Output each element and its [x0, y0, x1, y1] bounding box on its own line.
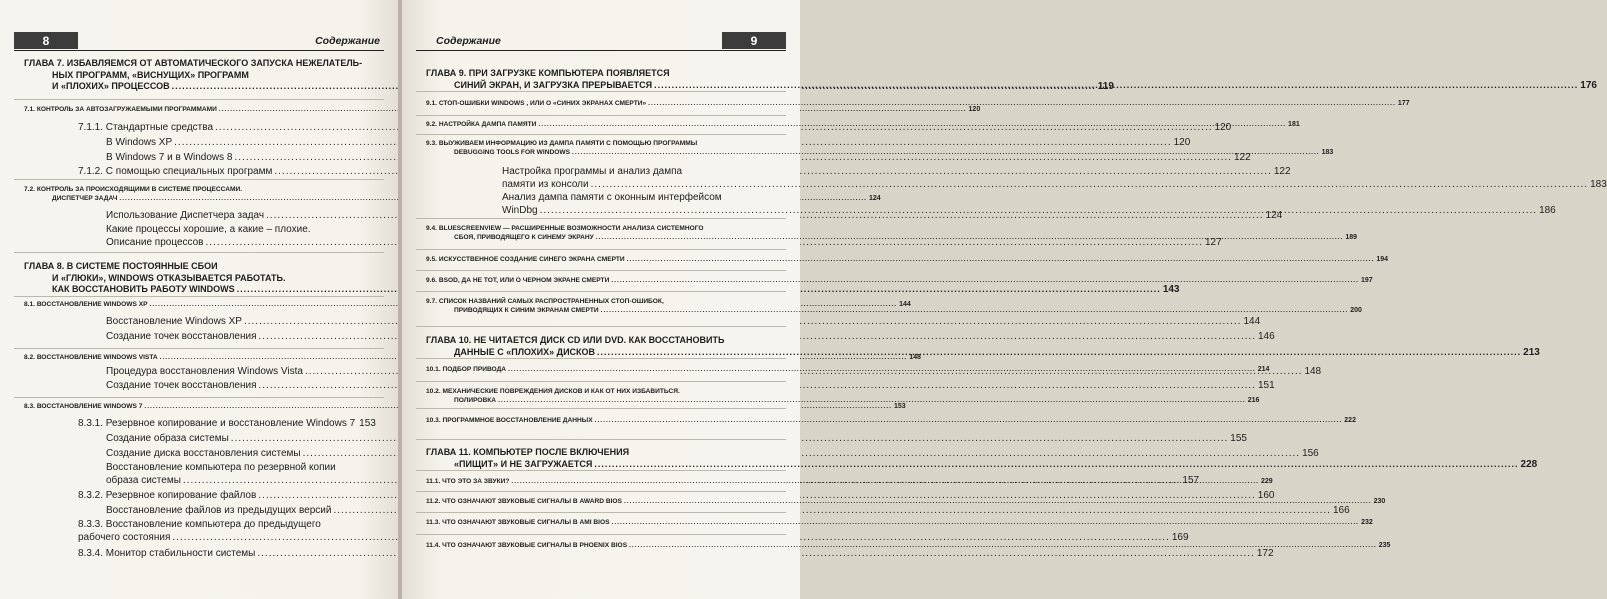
toc-entry[interactable] — [426, 542, 1391, 551]
toc-entry-title: Настройка программы и анализ дампа — [502, 166, 683, 177]
toc-page-number: 222 — [1344, 417, 1356, 424]
toc-page-number: 194 — [1376, 256, 1388, 263]
toc-entry[interactable] — [24, 354, 921, 363]
toc-entry-title: И «ГЛЮКИ», WINDOWS ОТКАЗЫВАЕТСЯ РАБОТАТЬ. — [52, 272, 286, 283]
toc-entry-title: И «ПЛОХИХ» ПРОЦЕССОВ — [52, 81, 170, 91]
toc-entry-title: 9.3. ВЫУЖИВАЕМ ИНФОРМАЦИЮ ИЗ ДАМПА ПАМЯТИ С ПОМОЩЬЮ ПРОГРАММЫ — [426, 140, 698, 147]
toc-page-number: 235 — [1378, 542, 1391, 549]
header-title: Содержание — [315, 35, 380, 47]
toc-entry-title: Восстановление Windows XP — [106, 316, 242, 327]
toc-page-number: 169 — [1171, 531, 1189, 543]
toc-entry-title: 7.1.1. Стандартные средства — [78, 122, 214, 133]
toc-entry-title: 9.5. ИСКУССТВЕННОЕ СОЗДАНИЕ СИНЕГО ЭКРАНА СМЕРТИ — [426, 256, 625, 263]
toc-entry-title: 7.1. КОНТРОЛЬ ЗА АВТОЗАГРУЖАЕМЫМИ ПРОГРАММАМИ — [24, 106, 217, 113]
toc-entry-title: DEBUGGING TOOLS FOR WINDOWS — [454, 148, 570, 156]
toc-page-number: 153 — [894, 403, 906, 410]
dot-leader — [597, 347, 1521, 359]
dot-leader — [595, 417, 1343, 426]
toc-page-number: 157 — [1182, 474, 1200, 486]
toc-page-number: 153 — [359, 418, 376, 429]
toc-page-number: 148 — [1304, 366, 1322, 377]
toc-entry-title: 10.2. МЕХАНИЧЕСКИЕ ПОВРЕЖДЕНИЯ ДИСКОВ И КАК ОТ НИХ ИЗБАВИТЬСЯ. — [426, 388, 680, 395]
dot-leader — [629, 542, 1377, 551]
toc-page-number: 230 — [1373, 498, 1386, 505]
toc-entry-title: ГЛАВА 8. В СИСТЕМЕ ПОСТОЯННЫЕ СБОИ — [24, 261, 218, 271]
dot-leader — [591, 179, 1588, 192]
dot-leader — [611, 277, 1359, 286]
toc-entry[interactable] — [426, 366, 1270, 375]
dot-leader — [612, 519, 1360, 528]
toc-entry[interactable] — [426, 417, 1356, 426]
toc-entry-title: ДИСПЕТЧЕР ЗАДАЧ — [52, 194, 118, 202]
toc-page-number: 119 — [1097, 81, 1114, 92]
page-number: 8 — [14, 32, 78, 49]
divider — [416, 291, 786, 292]
divider — [416, 358, 786, 359]
toc-entry[interactable] — [426, 519, 1373, 528]
dot-leader — [508, 366, 1256, 375]
toc-entry-title: Какие процессы хорошие, а какие – плохие. — [106, 224, 311, 235]
toc-page-number: 127 — [1204, 236, 1222, 248]
toc-page-number: 183 — [1590, 178, 1607, 190]
divider — [416, 534, 786, 535]
toc-page-number: 177 — [1397, 100, 1410, 107]
toc-entry-title: ГЛАВА 10. НЕ ЧИТАЕТСЯ ДИСК CD ИЛИ DVD. КАК ВОССТАНОВИТЬ — [426, 335, 725, 345]
divider — [416, 91, 786, 92]
dot-leader — [627, 256, 1375, 265]
toc-page-number: 176 — [1580, 79, 1597, 91]
toc-page-number: 155 — [1230, 433, 1247, 444]
toc-page-number: 186 — [1539, 204, 1556, 216]
dot-leader — [540, 205, 1537, 218]
toc-entry-title: ПОЛИРОВКА — [454, 396, 497, 404]
toc-entry-title: 11.2. ЧТО ОЗНАЧАЮТ ЗВУКОВЫЕ СИГНАЛЫ В AWARD BIOS — [426, 498, 622, 505]
toc-page-number: 120 — [1214, 122, 1232, 133]
toc-entry-title: Создание точек восстановления — [106, 380, 257, 391]
toc-page-number: 143 — [1162, 284, 1180, 295]
toc-page-number: 148 — [909, 354, 921, 361]
toc-entry-title: 11.1. ЧТО ЭТО ЗА ЗВУКИ? — [426, 478, 510, 485]
toc-page-number: 122 — [1233, 152, 1251, 163]
toc-page-number: 216 — [1247, 396, 1260, 404]
toc-entry-title: 9.2. НАСТРОЙКА ДАМПА ПАМЯТИ — [426, 121, 537, 128]
toc-page-number: 197 — [1360, 277, 1373, 284]
toc-entry-title: «ПИЩИТ» И НЕ ЗАГРУЖАЕТСЯ — [454, 458, 593, 469]
toc-page-number: 213 — [1523, 346, 1540, 358]
toc-page-number: 120 — [1173, 137, 1191, 148]
page-header — [416, 32, 786, 51]
toc-entry[interactable] — [24, 403, 906, 412]
toc-entry-title: 8.2. ВОССТАНОВЛЕНИЕ WINDOWS VISTA — [24, 354, 158, 361]
divider — [416, 270, 786, 271]
divider — [14, 296, 384, 297]
toc-entry-title: 8.3. ВОССТАНОВЛЕНИЕ WINDOWS 7 — [24, 403, 143, 410]
toc-entry-title: 11.4. ЧТО ОЗНАЧАЮТ ЗВУКОВЫЕ СИГНАЛЫ В PHOENIX BIOS — [426, 542, 628, 549]
toc-entry-title: Восстановление компьютера по резервной копии — [106, 462, 336, 473]
page-header — [14, 32, 384, 51]
toc-entry[interactable] — [426, 100, 1410, 109]
toc-entry-title: 7.1.2. С помощью специальных программ — [78, 166, 273, 177]
toc-page-number: 144 — [1243, 316, 1261, 327]
toc-entry-title: Создание образа системы — [106, 433, 229, 444]
dot-leader — [538, 121, 1286, 130]
toc-entry-title: WinDbg — [502, 204, 538, 216]
toc-entry[interactable] — [426, 498, 1386, 507]
toc-entry-title: 8.3.3. Восстановление компьютера до предыдущего — [78, 519, 321, 530]
toc-page-number: 151 — [1257, 380, 1275, 391]
toc-entry-title: СИНИЙ ЭКРАН, И ЗАГРУЗКА ПРЕРЫВАЕТСЯ — [454, 79, 653, 90]
dot-leader — [624, 498, 1372, 507]
dot-leader — [498, 397, 1246, 406]
toc-entry-title: 7.2. КОНТРОЛЬ ЗА ПРОИСХОДЯЩИМИ В СИСТЕМЕ ПРОЦЕССАМИ. — [24, 186, 243, 193]
toc-entry-title: В Windows 7 и в Windows 8 — [106, 152, 233, 163]
toc-entry-title: Использование Диспетчера задач — [106, 210, 265, 221]
divider — [416, 249, 786, 250]
toc-entry-title: 9.1. СТОП-ОШИБКИ WINDOWS , ИЛИ О «СИНИХ ЭКРАНАХ СМЕРТИ» — [426, 100, 647, 107]
toc-page-number: 200 — [1350, 306, 1362, 314]
dot-leader — [648, 100, 1396, 109]
toc-entry-title: 8.1. ВОССТАНОВЛЕНИЕ WINDOWS XP — [24, 301, 148, 308]
dot-leader — [601, 307, 1349, 316]
toc-page-number: 144 — [899, 301, 911, 308]
divider — [416, 512, 786, 513]
toc-entry[interactable] — [426, 388, 1260, 405]
divider — [14, 179, 384, 180]
toc-entry-title: СБОЯ, ПРИВОДЯЩЕГО К СИНЕМУ ЭКРАНУ — [454, 233, 594, 241]
toc-page-number: 181 — [1288, 121, 1300, 128]
toc-page-number: 172 — [1256, 548, 1274, 559]
toc-entry-title: 8.3.2. Резервное копирование файлов — [78, 490, 257, 501]
toc-entry-title: 10.3. ПРОГРАММНОЕ ВОССТАНОВЛЕНИЕ ДАННЫХ — [426, 417, 593, 424]
divider — [416, 381, 786, 382]
toc-page-number: 228 — [1520, 458, 1538, 470]
divider — [416, 326, 786, 327]
toc-entry-title: ПРИВОДЯЩИХ К СИНИМ ЭКРАНАМ СМЕРТИ — [454, 306, 599, 314]
toc-entry-title: Восстановление файлов из предыдущих версий — [106, 505, 332, 516]
toc-page-number: 124 — [869, 194, 881, 202]
toc-entry-title: Описание процессов — [106, 236, 204, 248]
toc-entry[interactable] — [24, 106, 981, 115]
divider — [14, 99, 384, 100]
divider — [416, 134, 786, 135]
toc-entry-title: В Windows XP — [106, 137, 173, 148]
toc-page-number: 214 — [1257, 366, 1270, 373]
toc-page-number: 146 — [1257, 331, 1275, 342]
toc-entry-title: 9.7. СПИСОК НАЗВАНИЙ САМЫХ РАСПРОСТРАНЕННЫХ СТОП-ОШИБОК, — [426, 298, 664, 305]
divider — [416, 470, 786, 471]
toc-page-number: 229 — [1261, 478, 1273, 485]
dot-leader — [594, 459, 1518, 471]
toc-entry-title: НЫХ ПРОГРАММ, «ВИСНУЩИХ» ПРОГРАММ — [52, 69, 249, 80]
toc-entry[interactable] — [106, 433, 1247, 446]
toc-page-number: 189 — [1345, 233, 1358, 241]
toc-page-number: 160 — [1257, 490, 1275, 501]
toc-entry-title: образа системы — [106, 474, 181, 486]
divider — [416, 408, 786, 409]
divider — [14, 397, 384, 398]
divider — [14, 252, 384, 253]
toc-entry-title: 8.3.4. Монитор стабильности системы — [78, 548, 256, 559]
toc-entry-title: Создание точек восстановления — [106, 331, 257, 342]
toc-entry[interactable] — [426, 277, 1373, 286]
toc-page-number: 124 — [1265, 210, 1283, 221]
toc-entry[interactable] — [106, 505, 1350, 518]
toc-entry-title: Анализ дампа памяти с оконным интерфейсом — [502, 192, 722, 203]
toc-entry-title: ГЛАВА 11. КОМПЬЮТЕР ПОСЛЕ ВКЛЮЧЕНИЯ — [426, 447, 630, 457]
toc-entry-title: ГЛАВА 7. ИЗБАВЛЯЕМСЯ ОТ АВТОМАТИЧЕСКОГО ЗАПУСКА НЕЖЕЛАТЕЛЬ- — [24, 58, 363, 68]
toc-entry-title: рабочего состояния — [78, 531, 171, 543]
toc-entry-title: памяти из консоли — [502, 178, 589, 190]
dot-leader — [572, 149, 1320, 158]
toc-entry[interactable] — [106, 316, 1261, 329]
toc-page-number: 232 — [1361, 519, 1373, 526]
toc-entry-title: 9.4. BLUESCREENVIEW — РАСШИРЕННЫЕ ВОЗМОЖНОСТИ АНАЛИЗА СИСТЕМНОГО — [426, 225, 704, 232]
toc-page-number: 120 — [968, 106, 981, 113]
toc-entry-title: ГЛАВА 9. ПРИ ЗАГРУЗКЕ КОМПЬЮТЕРА ПОЯВЛЯЕТСЯ — [426, 68, 670, 78]
toc-entry[interactable] — [78, 548, 1274, 561]
toc-entry-title: 10.1. ПОДБОР ПРИВОДА — [426, 366, 507, 373]
divider — [416, 115, 786, 116]
toc-page-number: 166 — [1332, 505, 1350, 516]
toc-entry-title: Процедура восстановления Windows Vista — [106, 366, 303, 377]
toc-page-number: 156 — [1302, 448, 1319, 459]
toc-entry[interactable] — [426, 256, 1388, 265]
divider — [416, 439, 786, 440]
toc-entry-title: ДАННЫЕ С «ПЛОХИХ» ДИСКОВ — [454, 346, 596, 357]
divider — [14, 348, 384, 349]
toc-page-number: 122 — [1273, 166, 1291, 177]
toc-entry-title: 11.3. ЧТО ОЗНАЧАЮТ ЗВУКОВЫЕ СИГНАЛЫ В AMI BIOS — [426, 519, 610, 526]
toc-entry-title: Создание диска восстановления системы — [106, 448, 301, 459]
toc-page-number: 183 — [1321, 148, 1334, 156]
dot-leader — [596, 234, 1344, 243]
dot-leader — [654, 80, 1578, 92]
divider — [416, 491, 786, 492]
header-title: Содержание — [436, 35, 501, 47]
page-number: 9 — [722, 32, 786, 49]
dot-leader — [511, 478, 1259, 487]
toc-entry[interactable] — [78, 418, 374, 431]
divider — [416, 218, 786, 219]
toc-entry-title: 9.6. BSOD, ДА НЕ ТОТ, ИЛИ О ЧЕРНОМ ЭКРАНЕ СМЕРТИ — [426, 277, 610, 284]
toc-entry-title: 8.3.1. Резервное копирование и восстановление Windows 7 — [78, 418, 356, 429]
toc-entry-title: КАК ВОССТАНОВИТЬ РАБОТУ WINDOWS — [52, 284, 235, 294]
